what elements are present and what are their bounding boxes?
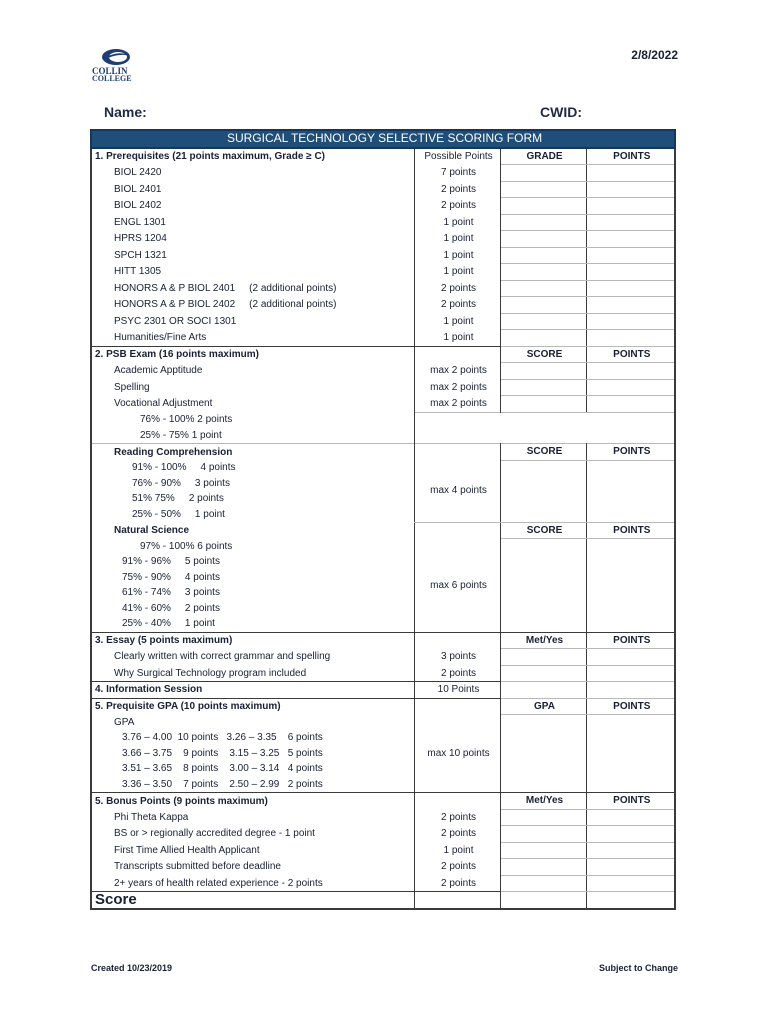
course-label: BIOL 2420 <box>91 165 414 182</box>
points-input-cell[interactable] <box>586 875 675 892</box>
table-row <box>91 330 675 347</box>
course-label: HITT 1305 <box>91 264 414 281</box>
reading-scale-line: 51% 75% 2 points <box>91 491 414 507</box>
bonus-item-label: BS or > regionally accredited degree - 1 point <box>91 826 414 843</box>
cwid-label: CWID: <box>540 104 582 120</box>
points-header: POINTS <box>586 632 675 649</box>
gpa-scale-line: 3.51 – 3.65 8 points 3.00 – 3.14 4 points <box>91 761 414 777</box>
table-row <box>91 842 675 859</box>
met-input-cell[interactable] <box>500 649 586 666</box>
score-input-cell[interactable] <box>500 363 586 380</box>
possible-points: 2 points <box>414 181 500 198</box>
points-input-cell[interactable] <box>586 330 675 347</box>
table-row <box>91 379 675 396</box>
name-label: Name: <box>104 104 147 120</box>
possible-points: 1 point <box>414 842 500 859</box>
table-row <box>91 198 675 215</box>
reading-scale-line: 91% - 100% 4 points <box>91 460 414 476</box>
possible-points: 2 points <box>414 826 500 843</box>
table-row <box>91 247 675 264</box>
table-row <box>91 280 675 297</box>
bonus-heading: 5. Bonus Points (9 points maximum) <box>91 793 414 810</box>
points-input-cell[interactable] <box>586 809 675 826</box>
grade-input-cell[interactable] <box>500 247 586 264</box>
course-label: BIOL 2401 <box>91 181 414 198</box>
points-input-cell[interactable] <box>586 264 675 281</box>
gpa-scale-line: 3.36 – 3.50 7 points 2.50 – 2.99 2 points <box>91 777 414 793</box>
subject-to-change-note: Subject to Change <box>598 963 678 973</box>
table-row <box>91 396 675 413</box>
course-label: ENGL 1301 <box>91 214 414 231</box>
possible-points: 3 points <box>414 649 500 666</box>
course-label: HPRS 1204 <box>91 231 414 248</box>
science-scale-line: 97% - 100% 6 points <box>91 539 414 555</box>
bonus-item-label: 2+ years of health related experience - 2 points <box>91 875 414 892</box>
possible-points: 1 point <box>414 214 500 231</box>
points-header: POINTS <box>586 698 675 715</box>
score-header: SCORE <box>500 346 586 363</box>
points-input-cell[interactable] <box>586 280 675 297</box>
score-total-cell[interactable] <box>500 892 586 909</box>
grade-input-cell[interactable] <box>500 280 586 297</box>
gpa-max: max 10 points <box>414 715 500 793</box>
gpa-scale-line: 3.76 – 4.00 10 points 3.26 – 3.35 6 points <box>91 730 414 746</box>
course-label: BIOL 2402 <box>91 198 414 215</box>
psb-item-label: Vocational Adjustment <box>91 396 414 413</box>
gpa-header: GPA <box>500 698 586 715</box>
science-scale-line: 41% - 60% 2 points <box>91 601 414 617</box>
points-header: POINTS <box>586 444 675 461</box>
table-row <box>91 859 675 876</box>
grade-input-cell[interactable] <box>500 313 586 330</box>
grade-input-cell[interactable] <box>500 198 586 215</box>
met-input-cell[interactable] <box>500 809 586 826</box>
points-input-cell[interactable] <box>586 460 675 522</box>
reading-scale-line: 76% - 90% 3 points <box>91 476 414 492</box>
collin-college-logo <box>90 46 146 86</box>
points-input-cell[interactable] <box>586 715 675 793</box>
possible-points: 1 point <box>414 313 500 330</box>
points-input-cell[interactable] <box>586 539 675 633</box>
bonus-item-label: First Time Allied Health Applicant <box>91 842 414 859</box>
points-input-cell[interactable] <box>586 198 675 215</box>
score-header: SCORE <box>500 522 586 539</box>
table-row <box>91 231 675 248</box>
possible-points: 1 point <box>414 247 500 264</box>
reading-max: max 4 points <box>414 460 500 522</box>
grade-input-cell[interactable] <box>500 231 586 248</box>
course-label: PSYC 2301 OR SOCI 1301 <box>91 313 414 330</box>
points-header: POINTS <box>586 148 675 165</box>
info-session-heading: 4. Information Session <box>91 682 414 699</box>
possible-points: max 2 points <box>414 379 500 396</box>
score-total-label: Score <box>91 892 414 909</box>
possible-points: 2 points <box>414 198 500 215</box>
gpa-label: GPA <box>91 715 414 731</box>
possible-points: 2 points <box>414 875 500 892</box>
psb-item-label: Spelling <box>91 379 414 396</box>
essay-item-label: Clearly written with correct grammar and spelling <box>91 649 414 666</box>
psb-heading: 2. PSB Exam (16 points maximum) <box>91 346 414 363</box>
points-input-cell[interactable] <box>586 181 675 198</box>
grade-input-cell[interactable] <box>500 297 586 314</box>
points-input-cell[interactable] <box>586 231 675 248</box>
table-row <box>91 665 675 682</box>
created-date: Created 10/23/2019 <box>91 963 173 973</box>
grade-header: GRADE <box>500 148 586 165</box>
reading-heading: Reading Comprehension <box>91 444 414 461</box>
met-input-cell[interactable] <box>500 665 586 682</box>
score-input-cell[interactable] <box>500 396 586 413</box>
points-input-cell[interactable] <box>586 363 675 380</box>
points-header: POINTS <box>586 346 675 363</box>
course-label <box>91 280 414 297</box>
possible-points: 2 points <box>414 859 500 876</box>
course-note: (2 additional points) <box>249 282 337 294</box>
possible-points-header: Possible Points <box>414 148 500 165</box>
points-input-cell[interactable] <box>586 842 675 859</box>
form-title: SURGICAL TECHNOLOGY SELECTIVE SCORING FORM <box>91 130 675 148</box>
logo-text-2: COLLEGE <box>92 74 132 83</box>
table-row <box>91 809 675 826</box>
science-scale-line: 75% - 90% 4 points <box>91 570 414 586</box>
reading-scale-line: 25% - 50% 1 point <box>91 507 414 523</box>
prereq-heading: 1. Prerequisites (21 points maximum, Grade ≥ C) <box>91 148 414 165</box>
met-header: Met/Yes <box>500 632 586 649</box>
grade-input-cell[interactable] <box>500 214 586 231</box>
points-input-cell[interactable] <box>586 826 675 843</box>
pct-scale-line: 25% - 75% 1 point <box>91 428 414 444</box>
points-input-cell[interactable] <box>586 396 675 413</box>
points-input-cell[interactable] <box>586 379 675 396</box>
possible-points: 2 points <box>414 280 500 297</box>
score-input-cell[interactable] <box>500 539 586 633</box>
course-label: Humanities/Fine Arts <box>91 330 414 347</box>
essay-item-label: Why Surgical Technology program included <box>91 665 414 682</box>
met-input-cell[interactable] <box>500 859 586 876</box>
points-input-cell[interactable] <box>586 214 675 231</box>
possible-points: 2 points <box>414 665 500 682</box>
logo-text-1: COLLIN <box>92 66 128 76</box>
met-header: Met/Yes <box>500 793 586 810</box>
score-header: SCORE <box>500 444 586 461</box>
table-row <box>91 214 675 231</box>
bonus-item-label: Transcripts submitted before deadline <box>91 859 414 876</box>
gpa-scale-line: 3.66 – 3.75 9 points 3.15 – 3.25 5 points <box>91 746 414 762</box>
grade-input-cell[interactable] <box>500 165 586 182</box>
points-input-cell[interactable] <box>586 859 675 876</box>
scoring-form-table <box>90 129 676 910</box>
points-input-cell[interactable] <box>586 247 675 264</box>
score-input-cell[interactable] <box>500 379 586 396</box>
psb-item-label: Academic Apptitude <box>91 363 414 380</box>
gpa-heading: 5. Prequisite GPA (10 points maximum) <box>91 698 414 715</box>
grade-input-cell[interactable] <box>500 264 586 281</box>
table-row <box>91 826 675 843</box>
course-label <box>91 297 414 314</box>
grade-input-cell[interactable] <box>500 181 586 198</box>
possible-points: 10 Points <box>414 682 500 699</box>
essay-heading: 3. Essay (5 points maximum) <box>91 632 414 649</box>
gpa-input-cell[interactable] <box>500 715 586 793</box>
bonus-item-label: Phi Theta Kappa <box>91 809 414 826</box>
possible-points: 1 point <box>414 264 500 281</box>
course-name: HONORS A & P BIOL 2401 <box>114 282 236 294</box>
table-row <box>91 165 675 182</box>
science-heading: Natural Science <box>91 522 414 539</box>
science-max: max 6 points <box>414 539 500 633</box>
points-input-cell[interactable] <box>586 649 675 666</box>
pct-scale-line: 76% - 100% 2 points <box>91 412 414 428</box>
possible-points: 2 points <box>414 297 500 314</box>
table-row <box>91 264 675 281</box>
points-input-cell[interactable] <box>586 682 675 699</box>
points-input-cell[interactable] <box>586 165 675 182</box>
points-total-cell[interactable] <box>586 892 675 909</box>
points-header: POINTS <box>586 522 675 539</box>
science-scale-line: 61% - 74% 3 points <box>91 585 414 601</box>
possible-points: 7 points <box>414 165 500 182</box>
possible-points: 1 point <box>414 330 500 347</box>
table-row <box>91 875 675 892</box>
possible-points: max 2 points <box>414 363 500 380</box>
score-input-cell[interactable] <box>500 460 586 522</box>
table-row <box>91 649 675 666</box>
met-input-cell[interactable] <box>500 875 586 892</box>
met-input-cell[interactable] <box>500 826 586 843</box>
met-input-cell[interactable] <box>500 842 586 859</box>
table-row <box>91 297 675 314</box>
grade-input-cell[interactable] <box>500 330 586 347</box>
points-input-cell[interactable] <box>586 665 675 682</box>
table-row <box>91 181 675 198</box>
points-input-cell[interactable] <box>586 313 675 330</box>
form-date: 2/8/2022 <box>631 48 678 62</box>
possible-points: 1 point <box>414 231 500 248</box>
possible-points: max 2 points <box>414 396 500 413</box>
course-name: HONORS A & P BIOL 2402 <box>114 299 236 311</box>
science-scale-line: 91% - 96% 5 points <box>91 554 414 570</box>
course-label: SPCH 1321 <box>91 247 414 264</box>
met-input-cell[interactable] <box>500 682 586 699</box>
points-header: POINTS <box>586 793 675 810</box>
course-note: (2 additional points) <box>249 299 337 311</box>
possible-points: 2 points <box>414 809 500 826</box>
points-input-cell[interactable] <box>586 297 675 314</box>
table-row <box>91 363 675 380</box>
science-scale-line: 25% - 40% 1 point <box>91 616 414 632</box>
table-row <box>91 313 675 330</box>
